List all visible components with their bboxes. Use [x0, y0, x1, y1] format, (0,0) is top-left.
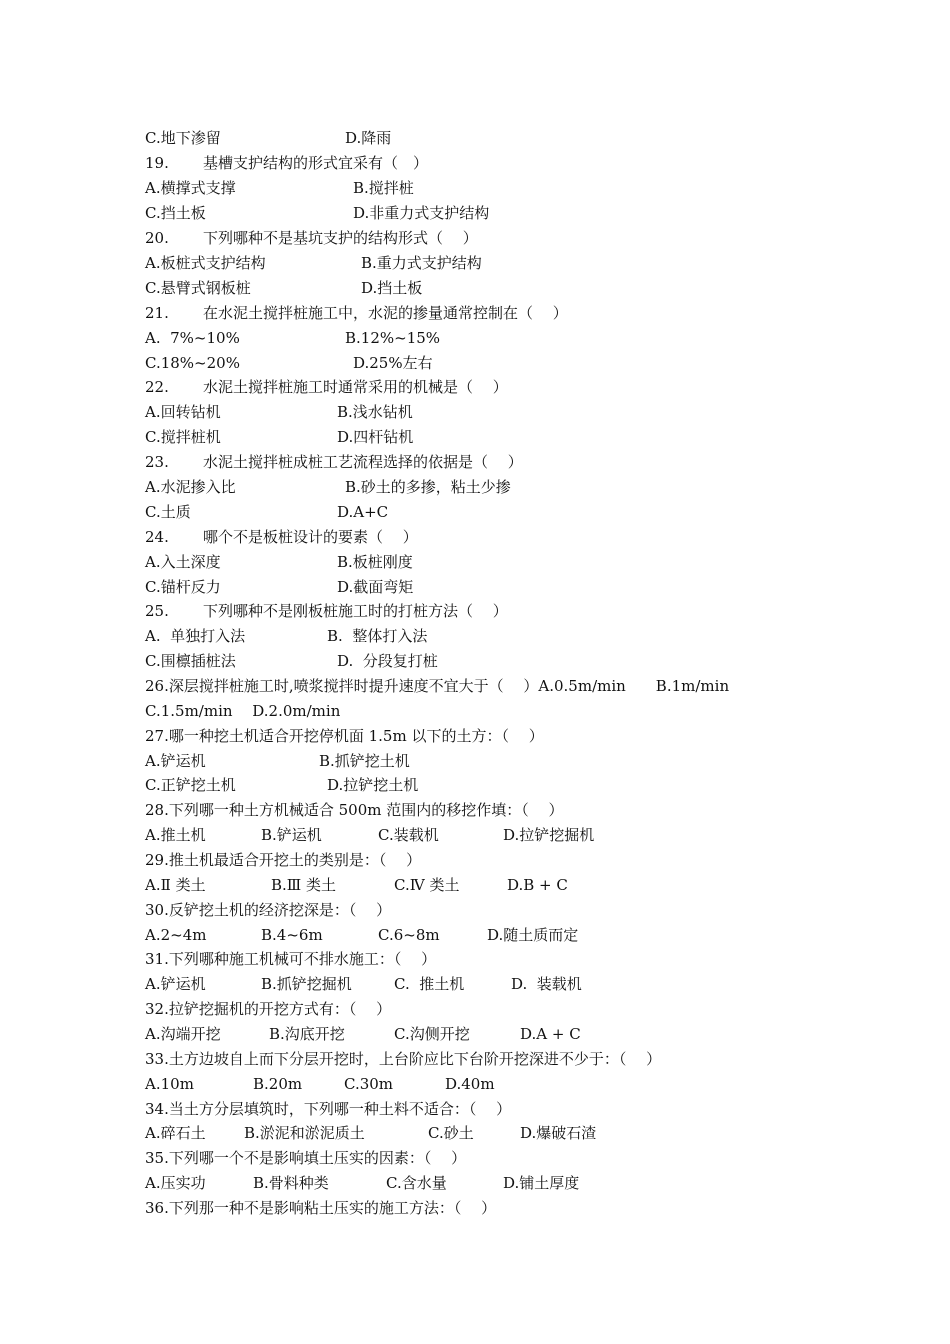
option-d: D.降雨 [345, 129, 392, 147]
option-line [145, 575, 414, 599]
question-text: 下列哪种不是基坑支护的结构形式（ ） [203, 229, 478, 247]
option-c: C.装载机 [378, 826, 439, 844]
option-b: B.铲运机 [261, 826, 322, 844]
option-line [145, 1171, 580, 1195]
question-number: 25. [145, 602, 169, 620]
question-text: 32.拉铲挖掘机的开挖方式有：（ ） [145, 1000, 392, 1018]
question-36 [145, 1196, 497, 1220]
option-c: C.搅拌桩机 [145, 428, 221, 446]
question-text: 水泥土搅拌桩成桩工艺流程选择的依据是（ ） [203, 453, 523, 471]
option-line [145, 1121, 597, 1145]
option-line [145, 251, 482, 275]
option-c: C.正铲挖土机 [145, 776, 236, 794]
option-b: B.抓铲挖土机 [319, 752, 410, 770]
option-d: D.铺土厚度 [503, 1174, 580, 1192]
question-21 [145, 301, 568, 325]
option-a: A.沟端开挖 [145, 1025, 221, 1043]
option-line [145, 699, 341, 723]
options-text: C.1.5m/min D.2.0m/min [145, 702, 341, 720]
option-b: B.12%~15% [345, 329, 441, 347]
option-a: A. 7%~10% [145, 329, 240, 347]
option-a: A.入土深度 [145, 553, 221, 571]
option-line [145, 773, 419, 797]
option-d: D.25%左右 [353, 354, 433, 372]
option-d: D.A + C [520, 1025, 581, 1043]
option-a: A.Ⅱ 类土 [145, 876, 206, 894]
option-a: A.横撑式支撑 [145, 179, 236, 197]
question-text: 28.下列哪一种土方机械适合 500m 范围内的移挖作填：（ ） [145, 801, 564, 819]
question-text: 基槽支护结构的形式宜采有（ ） [203, 154, 429, 172]
option-line [145, 425, 414, 449]
option-b: B.淤泥和淤泥质土 [244, 1124, 365, 1142]
option-d: D. 分段复打桩 [337, 652, 438, 670]
option-line [145, 550, 413, 574]
option-c: C. 推土机 [394, 975, 465, 993]
option-d: D.四杆钻机 [337, 428, 414, 446]
option-line [145, 972, 582, 996]
option-a: A.压实功 [145, 1174, 206, 1192]
option-b: B.20m [253, 1075, 303, 1093]
option-a: A.推土机 [145, 826, 206, 844]
option-a: A. 单独打入法 [145, 627, 246, 645]
option-line [145, 475, 511, 499]
question-29 [145, 848, 422, 872]
question-text: 36.下列那一种不是影响粘土压实的施工方法：（ ） [145, 1199, 497, 1217]
option-c: C.地下渗留 [145, 129, 221, 147]
option-a: A.10m [145, 1075, 194, 1093]
option-line [145, 749, 410, 773]
option-b: B.搅拌桩 [353, 179, 414, 197]
question-text: 27.哪一种挖土机适合开挖停机面 1.5m 以下的土方：（ ） [145, 727, 544, 745]
question-31 [145, 947, 437, 971]
question-number: 20. [145, 229, 169, 247]
question-22 [145, 375, 508, 399]
option-a: A.铲运机 [145, 752, 206, 770]
question-number: 22. [145, 378, 169, 396]
option-a: A.回转钻机 [145, 403, 221, 421]
option-d: D.拉铲挖掘机 [503, 826, 595, 844]
option-b: B.骨料种类 [253, 1174, 329, 1192]
question-text: 水泥土搅拌桩施工时通常采用的机械是（ ） [203, 378, 508, 396]
option-b: B.重力式支护结构 [361, 254, 482, 272]
option-b: B.抓铲挖掘机 [261, 975, 352, 993]
question-number: 24. [145, 528, 169, 546]
option-line [145, 126, 392, 150]
question-text: 31.下列哪种施工机械可不排水施工：（ ） [145, 950, 437, 968]
option-c: C.挡土板 [145, 204, 206, 222]
question-text: 在水泥土搅拌桩施工中，水泥的掺量通常控制在（ ） [203, 304, 568, 322]
option-c: C.土质 [145, 503, 191, 521]
option-b: B.砂土的多掺，粘土少掺 [345, 478, 511, 496]
option-c: C.18%~20% [145, 354, 240, 372]
option-line [145, 1072, 495, 1096]
option-d: D.随土质而定 [487, 926, 579, 944]
question-text: 30.反铲挖土机的经济挖深是：（ ） [145, 901, 392, 919]
question-34 [145, 1097, 512, 1121]
option-b: B.沟底开挖 [269, 1025, 345, 1043]
option-c: C.砂土 [428, 1124, 474, 1142]
option-a: A.铲运机 [145, 975, 206, 993]
question-32 [145, 997, 392, 1021]
option-line [145, 873, 568, 897]
option-a: A.水泥掺入比 [145, 478, 236, 496]
question-text: 29.推土机最适合开挖土的类别是：（ ） [145, 851, 422, 869]
option-c: C.悬臂式钢板桩 [145, 279, 251, 297]
question-number: 19. [145, 154, 169, 172]
option-b: B. 整体打入法 [327, 627, 428, 645]
question-text: 哪个不是板桩设计的要素（ ） [203, 528, 418, 546]
option-a: A.板桩式支护结构 [145, 254, 266, 272]
question-20 [145, 226, 478, 250]
question-text: 34.当土方分层填筑时，下列哪一种土料不适合：（ ） [145, 1100, 512, 1118]
option-line [145, 624, 428, 648]
option-b: B.板桩刚度 [337, 553, 413, 571]
option-line [145, 326, 441, 350]
option-line [145, 276, 423, 300]
option-d: D.截面弯矩 [337, 578, 414, 596]
question-27 [145, 724, 544, 748]
option-d: D.40m [445, 1075, 495, 1093]
option-c: C.沟侧开挖 [394, 1025, 470, 1043]
option-line [145, 351, 433, 375]
option-line [145, 176, 414, 200]
option-a: A.碎石土 [145, 1124, 206, 1142]
option-line [145, 500, 389, 524]
option-b: B.浅水钻机 [337, 403, 413, 421]
option-b: B.4~6m [261, 926, 323, 944]
option-line [145, 823, 595, 847]
option-line [145, 1022, 581, 1046]
question-23 [145, 450, 523, 474]
option-line [145, 923, 579, 947]
question-text: 下列哪种不是刚板桩施工时的打桩方法（ ） [203, 602, 508, 620]
option-c: C.Ⅳ 类土 [394, 876, 460, 894]
option-d: D.A+C [337, 503, 389, 521]
question-35 [145, 1146, 467, 1170]
option-b: B.Ⅲ 类土 [271, 876, 337, 894]
option-d: D.爆破石渣 [520, 1124, 597, 1142]
question-text: 35.下列哪一个不是影响填土压实的因素：（ ） [145, 1149, 467, 1167]
option-d: D.拉铲挖土机 [327, 776, 419, 794]
question-number: 23. [145, 453, 169, 471]
question-26 [145, 674, 730, 698]
question-number: 21. [145, 304, 169, 322]
option-c: C.6~8m [378, 926, 440, 944]
option-line [145, 649, 438, 673]
question-19 [145, 151, 429, 175]
option-d: D. 装载机 [511, 975, 582, 993]
option-line [145, 400, 413, 424]
option-c: C.30m [344, 1075, 394, 1093]
option-d: D.挡土板 [361, 279, 423, 297]
option-c: C.围檩插桩法 [145, 652, 236, 670]
question-28 [145, 798, 564, 822]
question-text: 33.土方边坡自上而下分层开挖时，上台阶应比下台阶开挖深进不少于：（ ） [145, 1050, 662, 1068]
question-33 [145, 1047, 662, 1071]
option-c: C.含水量 [386, 1174, 447, 1192]
option-d: D.非重力式支护结构 [353, 204, 490, 222]
option-d: D.B + C [507, 876, 568, 894]
option-a: A.2~4m [145, 926, 207, 944]
question-25 [145, 599, 508, 623]
question-text: 26.深层搅拌桩施工时,喷浆搅拌时提升速度不宜大于（ ）A.0.5m/min B.1m/min [145, 677, 730, 695]
option-c: C.锚杆反力 [145, 578, 221, 596]
question-24 [145, 525, 418, 549]
option-line [145, 201, 490, 225]
question-30 [145, 898, 392, 922]
